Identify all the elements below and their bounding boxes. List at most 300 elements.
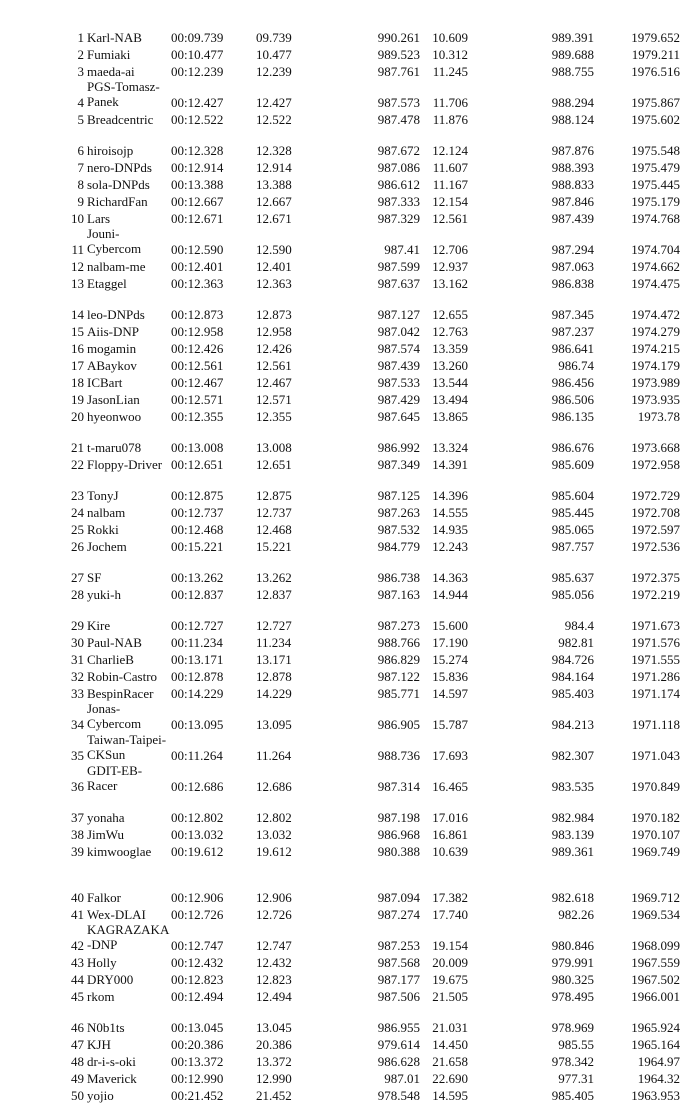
total-cell: 1979.652 xyxy=(631,30,680,45)
table-row xyxy=(0,972,683,1006)
time-cell: 00:12.837 xyxy=(171,587,224,602)
rank-cell: 31 xyxy=(71,652,84,667)
score-a-cell: 987.163 xyxy=(377,587,420,602)
score-a-cell: 986.628 xyxy=(377,1054,420,1069)
seconds-cell: 12.467 xyxy=(256,375,292,390)
table-row xyxy=(0,95,683,129)
total-cell: 1973.78 xyxy=(637,409,680,424)
score-c-cell: 980.325 xyxy=(551,972,594,987)
score-a-cell: 988.736 xyxy=(377,748,420,763)
seconds-cell: 12.468 xyxy=(256,522,292,537)
rank-cell: 22 xyxy=(71,457,84,472)
total-cell: 1979.211 xyxy=(631,47,680,62)
total-cell: 1975.479 xyxy=(631,160,680,175)
score-a-cell: 987.263 xyxy=(377,505,420,520)
time-cell: 00:12.802 xyxy=(171,810,224,825)
total-cell: 1973.668 xyxy=(631,440,680,455)
name-cell: JimWu xyxy=(87,827,125,842)
rank-cell: 29 xyxy=(71,618,84,633)
score-c-cell: 986.456 xyxy=(551,375,594,390)
score-b-cell: 16.861 xyxy=(432,827,468,842)
time-cell: 00:12.427 xyxy=(171,95,224,110)
total-cell: 1972.219 xyxy=(631,587,680,602)
seconds-cell: 14.229 xyxy=(256,686,292,701)
score-a-cell: 987.573 xyxy=(377,95,420,110)
total-cell: 1974.215 xyxy=(631,341,680,356)
total-cell: 1976.516 xyxy=(631,64,680,79)
score-c-cell: 982.984 xyxy=(551,810,594,825)
seconds-cell: 12.737 xyxy=(256,505,292,520)
score-b-cell: 12.937 xyxy=(432,259,468,274)
rank-cell: 21 xyxy=(71,440,84,455)
score-b-cell: 10.639 xyxy=(432,844,468,859)
name-cell: leo-DNPds xyxy=(87,307,145,322)
name-cell: BespinRacer xyxy=(87,686,154,701)
rank-cell: 9 xyxy=(77,194,84,209)
rank-cell: 36 xyxy=(71,779,84,794)
score-a-cell: 987.637 xyxy=(377,276,420,291)
score-b-cell: 15.836 xyxy=(432,669,468,684)
time-cell: 00:12.590 xyxy=(171,242,224,257)
total-cell: 1967.502 xyxy=(631,972,680,987)
time-cell: 00:12.990 xyxy=(171,1071,224,1086)
seconds-cell: 12.363 xyxy=(256,276,292,291)
score-c-cell: 982.307 xyxy=(551,748,594,763)
score-c-cell: 987.063 xyxy=(551,259,594,274)
score-c-cell: 986.74 xyxy=(558,358,594,373)
score-b-cell: 12.243 xyxy=(432,539,468,554)
seconds-cell: 12.837 xyxy=(256,587,292,602)
score-c-cell: 984.726 xyxy=(551,652,594,667)
time-cell: 00:12.958 xyxy=(171,324,224,339)
rank-cell: 11 xyxy=(71,242,84,257)
rank-cell: 37 xyxy=(71,810,84,825)
seconds-cell: 12.427 xyxy=(256,95,292,110)
total-cell: 1965.924 xyxy=(631,1020,680,1035)
score-b-cell: 13.359 xyxy=(432,341,468,356)
name-cell: Jochem xyxy=(87,539,127,554)
time-cell: 00:12.651 xyxy=(171,457,224,472)
score-c-cell: 982.26 xyxy=(558,907,594,922)
name-cell: Jouni-Cybercom xyxy=(87,226,142,256)
total-cell: 1970.107 xyxy=(631,827,680,842)
time-cell: 00:12.328 xyxy=(171,143,224,158)
time-cell: 00:12.747 xyxy=(171,938,224,953)
rank-cell: 2 xyxy=(77,47,84,62)
total-cell: 1972.729 xyxy=(631,488,680,503)
score-c-cell: 982.81 xyxy=(558,635,594,650)
score-b-cell: 10.312 xyxy=(432,47,468,62)
score-a-cell: 980.388 xyxy=(377,844,420,859)
name-cell: Rokki xyxy=(87,522,119,537)
rank-cell: 6 xyxy=(77,143,84,158)
score-b-cell: 21.505 xyxy=(432,989,468,1004)
score-b-cell: 12.124 xyxy=(432,143,468,158)
score-b-cell: 19.675 xyxy=(432,972,468,987)
score-a-cell: 987.198 xyxy=(377,810,420,825)
score-b-cell: 12.655 xyxy=(432,307,468,322)
score-c-cell: 988.393 xyxy=(551,160,594,175)
time-cell: 00:11.234 xyxy=(171,635,223,650)
rank-cell: 19 xyxy=(71,392,84,407)
time-cell: 00:12.727 xyxy=(171,618,224,633)
name-cell: Wex-DLAI xyxy=(87,907,146,922)
name-cell: Jonas-Cybercom xyxy=(87,701,142,731)
score-a-cell: 987.125 xyxy=(377,488,420,503)
score-c-cell: 978.342 xyxy=(551,1054,594,1069)
seconds-cell: 13.095 xyxy=(256,717,292,732)
score-b-cell: 17.190 xyxy=(432,635,468,650)
rank-cell: 38 xyxy=(71,827,84,842)
name-cell: CharlieB xyxy=(87,652,134,667)
score-c-cell: 988.833 xyxy=(551,177,594,192)
time-cell: 00:12.432 xyxy=(171,955,224,970)
name-cell: nero-DNPds xyxy=(87,160,152,175)
rank-cell: 3 xyxy=(77,64,84,79)
table-row xyxy=(0,700,683,734)
score-c-cell: 986.135 xyxy=(551,409,594,424)
total-cell: 1971.286 xyxy=(631,669,680,684)
score-c-cell: 984.4 xyxy=(564,618,594,633)
score-a-cell: 987.127 xyxy=(377,307,420,322)
score-b-cell: 14.935 xyxy=(432,522,468,537)
score-a-cell: 987.086 xyxy=(377,160,420,175)
seconds-cell: 12.726 xyxy=(256,907,292,922)
rank-cell: 16 xyxy=(71,341,84,356)
rank-cell: 7 xyxy=(77,160,84,175)
score-b-cell: 12.706 xyxy=(432,242,468,257)
name-cell: hyeonwoo xyxy=(87,409,142,424)
time-cell: 00:12.737 xyxy=(171,505,224,520)
score-a-cell: 986.992 xyxy=(377,440,420,455)
name-cell: DRY000 xyxy=(87,972,134,987)
score-b-cell: 13.324 xyxy=(432,440,468,455)
time-cell: 00:12.561 xyxy=(171,358,224,373)
total-cell: 1971.174 xyxy=(631,686,680,701)
score-a-cell: 987.042 xyxy=(377,324,420,339)
name-cell: Holly xyxy=(87,955,117,970)
table-row xyxy=(0,440,683,474)
name-cell: Karl-NAB xyxy=(87,30,142,45)
score-c-cell: 983.535 xyxy=(551,779,594,794)
seconds-cell: 12.873 xyxy=(256,307,292,322)
seconds-cell: 12.401 xyxy=(256,259,292,274)
score-a-cell: 987.314 xyxy=(377,779,420,794)
time-cell: 00:13.095 xyxy=(171,717,224,732)
score-c-cell: 987.345 xyxy=(551,307,594,322)
seconds-cell: 12.426 xyxy=(256,341,292,356)
seconds-cell: 13.032 xyxy=(256,827,292,842)
time-cell: 00:20.386 xyxy=(171,1037,224,1052)
score-b-cell: 11.245 xyxy=(432,64,468,79)
score-b-cell: 14.944 xyxy=(432,587,468,602)
total-cell: 1975.602 xyxy=(631,112,680,127)
score-b-cell: 15.274 xyxy=(432,652,468,667)
total-cell: 1972.536 xyxy=(631,539,680,554)
name-cell: nalbam-me xyxy=(87,259,146,274)
score-a-cell: 987.253 xyxy=(377,938,420,953)
rank-cell: 4 xyxy=(77,95,84,110)
score-c-cell: 978.495 xyxy=(551,989,594,1004)
score-b-cell: 15.600 xyxy=(432,618,468,633)
score-c-cell: 985.55 xyxy=(558,1037,594,1052)
name-cell: Breadcentric xyxy=(87,112,154,127)
name-cell: JasonLian xyxy=(87,392,140,407)
rank-cell: 35 xyxy=(71,748,84,763)
time-cell: 00:12.401 xyxy=(171,259,224,274)
name-cell: Lars xyxy=(87,211,111,226)
name-cell: Fumiaki xyxy=(87,47,131,62)
time-cell: 00:12.522 xyxy=(171,112,224,127)
score-a-cell: 987.01 xyxy=(384,1071,420,1086)
rank-cell: 34 xyxy=(71,717,84,732)
total-cell: 1973.989 xyxy=(631,375,680,390)
score-b-cell: 13.544 xyxy=(432,375,468,390)
seconds-cell: 12.878 xyxy=(256,669,292,684)
seconds-cell: 12.328 xyxy=(256,143,292,158)
score-a-cell: 987.329 xyxy=(377,211,420,226)
seconds-cell: 13.171 xyxy=(256,652,292,667)
name-cell: rkom xyxy=(87,989,115,1004)
total-cell: 1971.043 xyxy=(631,748,680,763)
name-cell: yuki-h xyxy=(87,587,121,602)
score-b-cell: 15.787 xyxy=(432,717,468,732)
score-b-cell: 14.391 xyxy=(432,457,468,472)
name-cell: TonyJ xyxy=(87,488,119,503)
score-c-cell: 989.688 xyxy=(551,47,594,62)
time-cell: 00:15.221 xyxy=(171,539,224,554)
score-c-cell: 985.445 xyxy=(551,505,594,520)
rank-cell: 50 xyxy=(71,1088,84,1103)
table-row xyxy=(0,890,683,924)
name-cell: yojio xyxy=(87,1088,114,1103)
score-c-cell: 985.065 xyxy=(551,522,594,537)
score-b-cell: 10.609 xyxy=(432,30,468,45)
name-cell: Kire xyxy=(87,618,111,633)
rank-cell: 13 xyxy=(71,276,84,291)
seconds-cell: 12.958 xyxy=(256,324,292,339)
score-c-cell: 988.294 xyxy=(551,95,594,110)
table-row xyxy=(0,392,683,426)
score-a-cell: 989.523 xyxy=(377,47,420,62)
score-b-cell: 19.154 xyxy=(432,938,468,953)
total-cell: 1970.849 xyxy=(631,779,680,794)
time-cell: 00:12.686 xyxy=(171,779,224,794)
rank-cell: 44 xyxy=(71,972,84,987)
name-cell: GDIT-EB-Racer xyxy=(87,763,143,793)
seconds-cell: 12.355 xyxy=(256,409,292,424)
seconds-cell: 12.906 xyxy=(256,890,292,905)
total-cell: 1972.597 xyxy=(631,522,680,537)
time-cell: 00:14.229 xyxy=(171,686,224,701)
seconds-cell: 09.739 xyxy=(256,30,292,45)
score-b-cell: 12.154 xyxy=(432,194,468,209)
score-a-cell: 986.955 xyxy=(377,1020,420,1035)
time-cell: 00:21.452 xyxy=(171,1088,224,1103)
score-c-cell: 985.056 xyxy=(551,587,594,602)
name-cell: RichardFan xyxy=(87,194,148,209)
seconds-cell: 21.452 xyxy=(256,1088,292,1103)
time-cell: 00:12.878 xyxy=(171,669,224,684)
score-b-cell: 17.382 xyxy=(432,890,468,905)
total-cell: 1975.179 xyxy=(631,194,680,209)
time-cell: 00:12.468 xyxy=(171,522,224,537)
score-c-cell: 984.213 xyxy=(551,717,594,732)
rank-cell: 30 xyxy=(71,635,84,650)
score-b-cell: 20.009 xyxy=(432,955,468,970)
score-c-cell: 987.439 xyxy=(551,211,594,226)
score-b-cell: 14.396 xyxy=(432,488,468,503)
score-a-cell: 987.122 xyxy=(377,669,420,684)
score-a-cell: 987.672 xyxy=(377,143,420,158)
score-b-cell: 22.690 xyxy=(432,1071,468,1086)
total-cell: 1974.704 xyxy=(631,242,680,257)
name-cell: kimwooglae xyxy=(87,844,152,859)
total-cell: 1974.472 xyxy=(631,307,680,322)
name-cell: Maverick xyxy=(87,1071,137,1086)
name-cell: SF xyxy=(87,570,102,585)
seconds-cell: 12.914 xyxy=(256,160,292,175)
seconds-cell: 12.727 xyxy=(256,618,292,633)
score-c-cell: 980.846 xyxy=(551,938,594,953)
seconds-cell: 15.221 xyxy=(256,539,292,554)
seconds-cell: 12.561 xyxy=(256,358,292,373)
score-c-cell: 988.755 xyxy=(551,64,594,79)
time-cell: 00:13.045 xyxy=(171,1020,224,1035)
rank-cell: 20 xyxy=(71,409,84,424)
score-b-cell: 13.865 xyxy=(432,409,468,424)
total-cell: 1972.958 xyxy=(631,457,680,472)
score-c-cell: 989.361 xyxy=(551,844,594,859)
score-a-cell: 987.349 xyxy=(377,457,420,472)
table-row xyxy=(0,194,683,228)
name-cell: dr-i-s-oki xyxy=(87,1054,136,1069)
time-cell: 00:12.671 xyxy=(171,211,224,226)
time-cell: 00:13.008 xyxy=(171,440,224,455)
seconds-cell: 12.590 xyxy=(256,242,292,257)
score-c-cell: 977.31 xyxy=(558,1071,594,1086)
score-b-cell: 21.031 xyxy=(432,1020,468,1035)
seconds-cell: 13.008 xyxy=(256,440,292,455)
total-cell: 1971.118 xyxy=(631,717,680,732)
total-cell: 1968.099 xyxy=(631,938,680,953)
score-b-cell: 21.658 xyxy=(432,1054,468,1069)
rank-cell: 40 xyxy=(71,890,84,905)
name-cell: Robin-Castro xyxy=(87,669,158,684)
rank-cell: 26 xyxy=(71,539,84,554)
name-cell: sola-DNPds xyxy=(87,177,150,192)
seconds-cell: 12.651 xyxy=(256,457,292,472)
table-row xyxy=(0,47,683,81)
total-cell: 1966.001 xyxy=(631,989,680,1004)
rank-cell: 17 xyxy=(71,358,84,373)
rank-cell: 12 xyxy=(71,259,84,274)
total-cell: 1971.673 xyxy=(631,618,680,633)
score-c-cell: 982.618 xyxy=(551,890,594,905)
name-cell: hiroisojp xyxy=(87,143,134,158)
rank-cell: 49 xyxy=(71,1071,84,1086)
name-cell: KJH xyxy=(87,1037,111,1052)
rank-cell: 23 xyxy=(71,488,84,503)
total-cell: 1974.475 xyxy=(631,276,680,291)
seconds-cell: 20.386 xyxy=(256,1037,292,1052)
time-cell: 00:12.914 xyxy=(171,160,224,175)
score-b-cell: 17.740 xyxy=(432,907,468,922)
name-cell: mogamin xyxy=(87,341,137,356)
name-cell: ICBart xyxy=(87,375,123,390)
time-cell: 00:12.239 xyxy=(171,64,224,79)
rank-cell: 46 xyxy=(71,1020,84,1035)
score-b-cell: 17.016 xyxy=(432,810,468,825)
seconds-cell: 12.522 xyxy=(256,112,292,127)
seconds-cell: 13.372 xyxy=(256,1054,292,1069)
score-c-cell: 986.838 xyxy=(551,276,594,291)
time-cell: 00:12.823 xyxy=(171,972,224,987)
score-a-cell: 987.532 xyxy=(377,522,420,537)
time-cell: 00:19.612 xyxy=(171,844,224,859)
score-a-cell: 986.968 xyxy=(377,827,420,842)
name-cell: Paul-NAB xyxy=(87,635,142,650)
score-c-cell: 979.991 xyxy=(551,955,594,970)
score-a-cell: 987.761 xyxy=(377,64,420,79)
rank-cell: 10 xyxy=(71,211,84,226)
score-a-cell: 987.645 xyxy=(377,409,420,424)
time-cell: 00:12.467 xyxy=(171,375,224,390)
total-cell: 1974.662 xyxy=(631,259,680,274)
table-row xyxy=(0,1071,683,1105)
time-cell: 00:12.873 xyxy=(171,307,224,322)
score-c-cell: 987.846 xyxy=(551,194,594,209)
seconds-cell: 10.477 xyxy=(256,47,292,62)
score-a-cell: 987.506 xyxy=(377,989,420,1004)
score-a-cell: 987.274 xyxy=(377,907,420,922)
name-cell: ABaykov xyxy=(87,358,137,373)
seconds-cell: 11.264 xyxy=(256,748,292,763)
score-c-cell: 985.403 xyxy=(551,686,594,701)
score-b-cell: 14.363 xyxy=(432,570,468,585)
score-a-cell: 979.614 xyxy=(377,1037,420,1052)
total-cell: 1969.534 xyxy=(631,907,680,922)
seconds-cell: 12.667 xyxy=(256,194,292,209)
score-c-cell: 987.237 xyxy=(551,324,594,339)
score-a-cell: 990.261 xyxy=(377,30,420,45)
score-c-cell: 986.506 xyxy=(551,392,594,407)
table-row xyxy=(0,731,683,765)
total-cell: 1964.32 xyxy=(637,1071,680,1086)
score-b-cell: 12.561 xyxy=(432,211,468,226)
score-a-cell: 987.177 xyxy=(377,972,420,987)
time-cell: 00:12.667 xyxy=(171,194,224,209)
score-b-cell: 14.597 xyxy=(432,686,468,701)
time-cell: 00:12.571 xyxy=(171,392,224,407)
rank-cell: 33 xyxy=(71,686,84,701)
rank-cell: 15 xyxy=(71,324,84,339)
total-cell: 1974.279 xyxy=(631,324,680,339)
table-row xyxy=(0,669,683,703)
rank-cell: 43 xyxy=(71,955,84,970)
total-cell: 1975.445 xyxy=(631,177,680,192)
time-cell: 00:11.264 xyxy=(171,748,223,763)
rank-cell: 42 xyxy=(71,938,84,953)
total-cell: 1969.749 xyxy=(631,844,680,859)
name-cell: Floppy-Driver xyxy=(87,457,163,472)
score-b-cell: 11.607 xyxy=(432,160,468,175)
seconds-cell: 13.388 xyxy=(256,177,292,192)
time-cell: 00:13.388 xyxy=(171,177,224,192)
rank-cell: 41 xyxy=(71,907,84,922)
rank-cell: 45 xyxy=(71,989,84,1004)
name-cell: PGS-Tomasz-Panek xyxy=(87,79,160,109)
